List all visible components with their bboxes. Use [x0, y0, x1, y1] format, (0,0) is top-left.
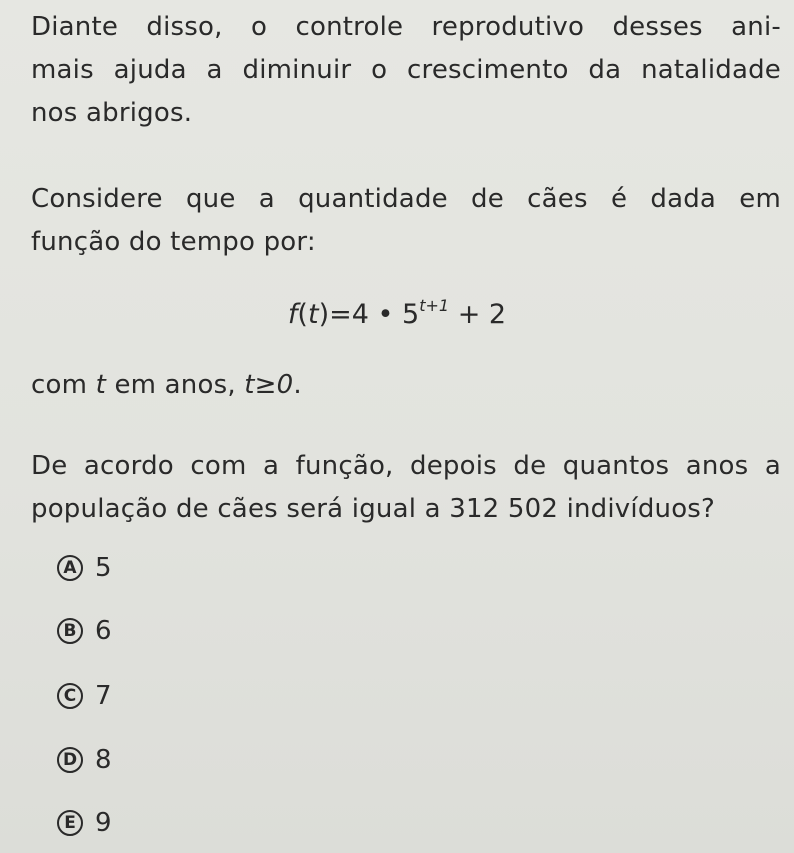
function-intro-paragraph	[31, 178, 781, 264]
formula-constant: + 2	[457, 299, 507, 330]
option-d-value: 8	[95, 745, 112, 775]
context-line-2: mais ajuda a diminuir o crescimento da natalidade	[31, 55, 781, 85]
option-b[interactable]	[57, 614, 112, 648]
option-a-letter-icon: A	[57, 555, 83, 581]
context-line-1: Diante disso, o controle reprodutivo desses ani-	[31, 12, 781, 42]
domain-condition	[31, 364, 781, 407]
formula-coefficient: 4	[351, 299, 369, 330]
condition-middle: em anos,	[106, 370, 245, 400]
function-intro-line-2: função do tempo por:	[31, 227, 316, 257]
formula-multiply-dot: •	[377, 299, 394, 330]
option-d[interactable]	[57, 743, 112, 777]
option-d-letter-icon: D	[57, 747, 83, 773]
option-e-value: 9	[95, 808, 112, 838]
context-paragraph	[31, 6, 781, 135]
option-e[interactable]	[57, 806, 112, 840]
option-b-letter-icon: B	[57, 618, 83, 644]
option-e-letter-icon: E	[57, 810, 83, 836]
option-a[interactable]	[57, 551, 112, 585]
context-line-3: nos abrigos.	[31, 98, 193, 128]
option-c-letter-icon: C	[57, 683, 83, 709]
question-line-1: De acordo com a função, depois de quantos anos a	[31, 451, 781, 481]
formula-variable: t	[307, 299, 319, 330]
condition-inequality: t≥0	[244, 370, 294, 400]
function-intro-line-1: Considere que a quantidade de cães é dada em	[31, 184, 781, 214]
option-a-value: 5	[95, 553, 112, 583]
condition-variable: t	[95, 370, 107, 400]
option-c[interactable]	[57, 679, 112, 713]
option-c-value: 7	[95, 681, 112, 711]
formula-base: 5	[402, 299, 420, 330]
function-formula: f(t)=4 • $5^{t+1} + 2$	[287, 296, 507, 330]
condition-prefix: com	[31, 370, 96, 400]
formula-function-name: f	[287, 299, 298, 330]
question-line-2: população de cães será igual a 312 502 indivíduos?	[31, 494, 716, 524]
option-b-value: 6	[95, 616, 112, 646]
condition-suffix: .	[293, 370, 302, 400]
question-text	[31, 445, 781, 531]
formula-exponent: t+1	[419, 296, 450, 315]
